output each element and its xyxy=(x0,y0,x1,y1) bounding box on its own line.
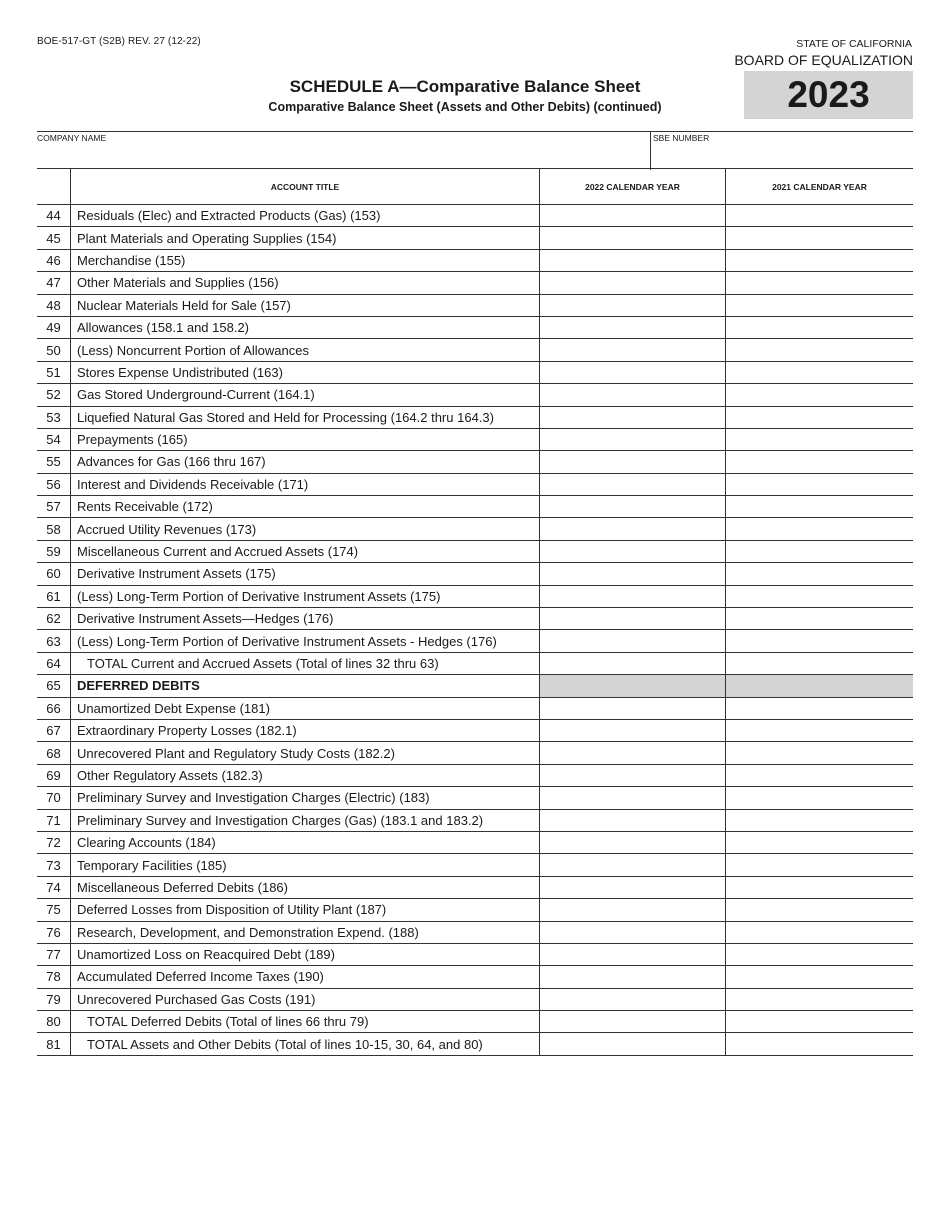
year-2022-entry[interactable] xyxy=(540,809,726,831)
line-number: 49 xyxy=(37,316,71,338)
year-2021-entry[interactable] xyxy=(726,787,914,809)
company-name-field[interactable] xyxy=(37,132,650,170)
account-title: Accrued Utility Revenues (173) xyxy=(71,518,540,540)
account-title: Unrecovered Purchased Gas Costs (191) xyxy=(71,988,540,1010)
year-2022-entry[interactable] xyxy=(540,406,726,428)
account-title: Plant Materials and Operating Supplies (154) xyxy=(71,227,540,249)
year-2022-entry[interactable] xyxy=(540,854,726,876)
account-title: Other Materials and Supplies (156) xyxy=(71,272,540,294)
year-2022-entry[interactable] xyxy=(540,876,726,898)
account-title: (Less) Long-Term Portion of Derivative Instrument Assets (175) xyxy=(71,585,540,607)
account-title: TOTAL Current and Accrued Assets (Total of lines 32 thru 63) xyxy=(71,652,540,674)
sbe-number-field[interactable] xyxy=(650,132,916,170)
table-row xyxy=(37,742,913,764)
account-title: Accumulated Deferred Income Taxes (190) xyxy=(71,966,540,988)
year-2022-entry[interactable] xyxy=(540,249,726,271)
table-row xyxy=(37,518,913,540)
account-title: (Less) Long-Term Portion of Derivative Instrument Assets - Hedges (176) xyxy=(71,630,540,652)
year-2021-entry[interactable] xyxy=(726,496,914,518)
table-row xyxy=(37,921,913,943)
account-title: Research, Development, and Demonstration Expend. (188) xyxy=(71,921,540,943)
account-title: Residuals (Elec) and Extracted Products (Gas) (153) xyxy=(71,205,540,227)
table-row xyxy=(37,406,913,428)
form-id: BOE-517-GT (S2B) REV. 27 (12-22) xyxy=(37,36,201,47)
line-number: 44 xyxy=(37,205,71,227)
table-row xyxy=(37,496,913,518)
line-number: 74 xyxy=(37,876,71,898)
year-2021-entry[interactable] xyxy=(726,697,914,719)
account-title: Prepayments (165) xyxy=(71,428,540,450)
account-title: Advances for Gas (166 thru 167) xyxy=(71,451,540,473)
year-2021-entry[interactable] xyxy=(726,764,914,786)
account-title: Liquefied Natural Gas Stored and Held for Processing (164.2 thru 164.3) xyxy=(71,406,540,428)
line-number: 46 xyxy=(37,249,71,271)
line-number: 58 xyxy=(37,518,71,540)
table-row xyxy=(37,943,913,965)
table-row xyxy=(37,451,913,473)
table-row xyxy=(37,809,913,831)
table-row xyxy=(37,540,913,562)
year-2021-entry[interactable] xyxy=(726,316,914,338)
account-title: Extraordinary Property Losses (182.1) xyxy=(71,719,540,741)
account-title: Merchandise (155) xyxy=(71,249,540,271)
year-2021-entry[interactable] xyxy=(726,742,914,764)
account-title: TOTAL Deferred Debits (Total of lines 66 thru 79) xyxy=(71,1011,540,1033)
table-row xyxy=(37,428,913,450)
line-number: 50 xyxy=(37,339,71,361)
line-number: 69 xyxy=(37,764,71,786)
year-2021-entry[interactable] xyxy=(726,473,914,495)
year-2021-entry[interactable] xyxy=(726,272,914,294)
account-title-header: ACCOUNT TITLE xyxy=(71,169,540,205)
year-2021-entry[interactable] xyxy=(726,831,914,853)
account-title: Miscellaneous Deferred Debits (186) xyxy=(71,876,540,898)
year-badge: 2023 xyxy=(744,71,913,119)
line-number: 65 xyxy=(37,675,71,697)
line-number: 48 xyxy=(37,294,71,316)
year-2022-entry[interactable] xyxy=(540,652,726,674)
year-2021-entry[interactable] xyxy=(726,921,914,943)
year-2021-entry[interactable] xyxy=(726,563,914,585)
page-subtitle: Comparative Balance Sheet (Assets and Other Debits) (continued) xyxy=(268,100,662,114)
table-row xyxy=(37,473,913,495)
account-title: (Less) Noncurrent Portion of Allowances xyxy=(71,339,540,361)
line-number: 80 xyxy=(37,1011,71,1033)
year-2022-entry[interactable] xyxy=(540,719,726,741)
year-2022-entry[interactable] xyxy=(540,1011,726,1033)
year-2021-entry[interactable] xyxy=(726,988,914,1010)
board-label: BOARD OF EQUALIZATION xyxy=(734,52,913,68)
account-title: Derivative Instrument Assets—Hedges (176) xyxy=(71,608,540,630)
year-2022-entry[interactable] xyxy=(540,496,726,518)
year-2022-entry[interactable] xyxy=(540,921,726,943)
year-2021-entry[interactable] xyxy=(726,227,914,249)
table-row xyxy=(37,249,913,271)
year-2022-entry[interactable] xyxy=(540,563,726,585)
year-2021-entry[interactable] xyxy=(726,294,914,316)
table-row xyxy=(37,652,913,674)
year-2021-entry[interactable] xyxy=(726,608,914,630)
table-row xyxy=(37,608,913,630)
line-number: 60 xyxy=(37,563,71,585)
page-title: SCHEDULE A—Comparative Balance Sheet xyxy=(289,77,641,96)
year-2022-entry[interactable] xyxy=(540,831,726,853)
year-2022-entry[interactable] xyxy=(540,428,726,450)
year-2021-entry[interactable] xyxy=(726,854,914,876)
account-title: Clearing Accounts (184) xyxy=(71,831,540,853)
year-2021-entry[interactable] xyxy=(726,451,914,473)
year-2021-entry[interactable] xyxy=(726,585,914,607)
line-number: 61 xyxy=(37,585,71,607)
account-title: Unamortized Debt Expense (181) xyxy=(71,697,540,719)
year-2021-entry[interactable] xyxy=(726,630,914,652)
line-number: 59 xyxy=(37,540,71,562)
year-2021-entry[interactable] xyxy=(726,384,914,406)
account-title: Preliminary Survey and Investigation Charges (Electric) (183) xyxy=(71,787,540,809)
year-2022-entry[interactable] xyxy=(540,1033,726,1055)
year-2022-entry[interactable] xyxy=(540,384,726,406)
table-row xyxy=(37,899,913,921)
account-title: Nuclear Materials Held for Sale (157) xyxy=(71,294,540,316)
line-number: 72 xyxy=(37,831,71,853)
year-2022-entry[interactable] xyxy=(540,764,726,786)
account-title: Allowances (158.1 and 158.2) xyxy=(71,316,540,338)
table-row xyxy=(37,294,913,316)
line-number: 56 xyxy=(37,473,71,495)
account-title: Interest and Dividends Receivable (171) xyxy=(71,473,540,495)
line-number: 45 xyxy=(37,227,71,249)
table-row xyxy=(37,831,913,853)
table-row xyxy=(37,1033,913,1055)
year-2022-entry[interactable] xyxy=(540,272,726,294)
line-number: 57 xyxy=(37,496,71,518)
table-row xyxy=(37,585,913,607)
table-row xyxy=(37,205,913,227)
table-row xyxy=(37,787,913,809)
line-number: 68 xyxy=(37,742,71,764)
line-number: 75 xyxy=(37,899,71,921)
year-2021-entry[interactable] xyxy=(726,876,914,898)
year-2021-entry[interactable] xyxy=(726,652,914,674)
table-row xyxy=(37,563,913,585)
account-title: Stores Expense Undistributed (163) xyxy=(71,361,540,383)
year-2022-header: 2022 CALENDAR YEAR xyxy=(540,169,726,205)
account-title: Unrecovered Plant and Regulatory Study Costs (182.2) xyxy=(71,742,540,764)
company-info-row xyxy=(37,131,913,169)
line-number: 81 xyxy=(37,1033,71,1055)
year-2022-entry[interactable] xyxy=(540,451,726,473)
state-label: STATE OF CALIFORNIA xyxy=(796,38,912,50)
table-row xyxy=(37,384,913,406)
line-number: 66 xyxy=(37,697,71,719)
line-number: 63 xyxy=(37,630,71,652)
year-2021-entry[interactable] xyxy=(726,1011,914,1033)
year-2021-entry[interactable] xyxy=(726,205,914,227)
table-row xyxy=(37,361,913,383)
year-2022-entry[interactable] xyxy=(540,339,726,361)
table-header-row xyxy=(37,169,913,205)
year-2021-entry xyxy=(726,675,914,697)
account-title: Preliminary Survey and Investigation Charges (Gas) (183.1 and 183.2) xyxy=(71,809,540,831)
table-row xyxy=(37,719,913,741)
year-2021-header: 2021 CALENDAR YEAR xyxy=(726,169,914,205)
account-title: DEFERRED DEBITS xyxy=(71,675,540,697)
year-2021-entry[interactable] xyxy=(726,540,914,562)
balance-sheet-table xyxy=(37,168,913,1056)
year-2021-entry[interactable] xyxy=(726,518,914,540)
line-number: 55 xyxy=(37,451,71,473)
line-number: 70 xyxy=(37,787,71,809)
line-number: 53 xyxy=(37,406,71,428)
year-2021-entry[interactable] xyxy=(726,719,914,741)
line-number: 67 xyxy=(37,719,71,741)
year-2022-entry[interactable] xyxy=(540,518,726,540)
line-number: 52 xyxy=(37,384,71,406)
year-2021-entry[interactable] xyxy=(726,1033,914,1055)
line-number: 79 xyxy=(37,988,71,1010)
sbe-number-label: SBE NUMBER xyxy=(653,133,710,143)
line-number: 76 xyxy=(37,921,71,943)
account-title: Other Regulatory Assets (182.3) xyxy=(71,764,540,786)
account-title: Gas Stored Underground-Current (164.1) xyxy=(71,384,540,406)
table-row xyxy=(37,272,913,294)
table-row xyxy=(37,764,913,786)
year-2022-entry[interactable] xyxy=(540,361,726,383)
line-number: 77 xyxy=(37,943,71,965)
line-number: 78 xyxy=(37,966,71,988)
table-body xyxy=(37,205,913,1056)
year-2021-entry[interactable] xyxy=(726,406,914,428)
line-number-header xyxy=(37,169,71,205)
year-2021-entry[interactable] xyxy=(726,809,914,831)
line-number: 73 xyxy=(37,854,71,876)
year-2022-entry[interactable] xyxy=(540,585,726,607)
account-title: TOTAL Assets and Other Debits (Total of lines 10-15, 30, 64, and 80) xyxy=(71,1033,540,1055)
year-2022-entry xyxy=(540,675,726,697)
table-row xyxy=(37,966,913,988)
table-row xyxy=(37,227,913,249)
year-2022-entry[interactable] xyxy=(540,943,726,965)
account-title: Unamortized Loss on Reacquired Debt (189) xyxy=(71,943,540,965)
year-2021-entry[interactable] xyxy=(726,339,914,361)
account-title: Derivative Instrument Assets (175) xyxy=(71,563,540,585)
table-row xyxy=(37,339,913,361)
year-2021-entry[interactable] xyxy=(726,361,914,383)
year-2021-entry[interactable] xyxy=(726,943,914,965)
year-2022-entry[interactable] xyxy=(540,205,726,227)
account-title: Miscellaneous Current and Accrued Assets (174) xyxy=(71,540,540,562)
year-2022-entry[interactable] xyxy=(540,966,726,988)
year-2021-entry[interactable] xyxy=(726,966,914,988)
year-2021-entry[interactable] xyxy=(726,899,914,921)
year-2022-entry[interactable] xyxy=(540,316,726,338)
table-row xyxy=(37,697,913,719)
line-number: 47 xyxy=(37,272,71,294)
year-2022-entry[interactable] xyxy=(540,630,726,652)
year-2021-entry[interactable] xyxy=(726,428,914,450)
table-row xyxy=(37,988,913,1010)
year-2022-entry[interactable] xyxy=(540,697,726,719)
line-number: 62 xyxy=(37,608,71,630)
line-number: 51 xyxy=(37,361,71,383)
year-2022-entry[interactable] xyxy=(540,608,726,630)
table-row xyxy=(37,675,913,697)
line-number: 54 xyxy=(37,428,71,450)
year-2022-entry[interactable] xyxy=(540,899,726,921)
table-row xyxy=(37,630,913,652)
year-2022-entry[interactable] xyxy=(540,540,726,562)
year-2021-entry[interactable] xyxy=(726,249,914,271)
table-row xyxy=(37,1011,913,1033)
account-title: Rents Receivable (172) xyxy=(71,496,540,518)
year-2022-entry[interactable] xyxy=(540,742,726,764)
table-row xyxy=(37,854,913,876)
account-title: Temporary Facilities (185) xyxy=(71,854,540,876)
account-title: Deferred Losses from Disposition of Utility Plant (187) xyxy=(71,899,540,921)
year-2022-entry[interactable] xyxy=(540,294,726,316)
line-number: 64 xyxy=(37,652,71,674)
year-2022-entry[interactable] xyxy=(540,988,726,1010)
table-row xyxy=(37,876,913,898)
year-2022-entry[interactable] xyxy=(540,473,726,495)
table-row xyxy=(37,316,913,338)
year-2022-entry[interactable] xyxy=(540,227,726,249)
line-number: 71 xyxy=(37,809,71,831)
company-name-label: COMPANY NAME xyxy=(37,133,107,143)
year-2022-entry[interactable] xyxy=(540,787,726,809)
